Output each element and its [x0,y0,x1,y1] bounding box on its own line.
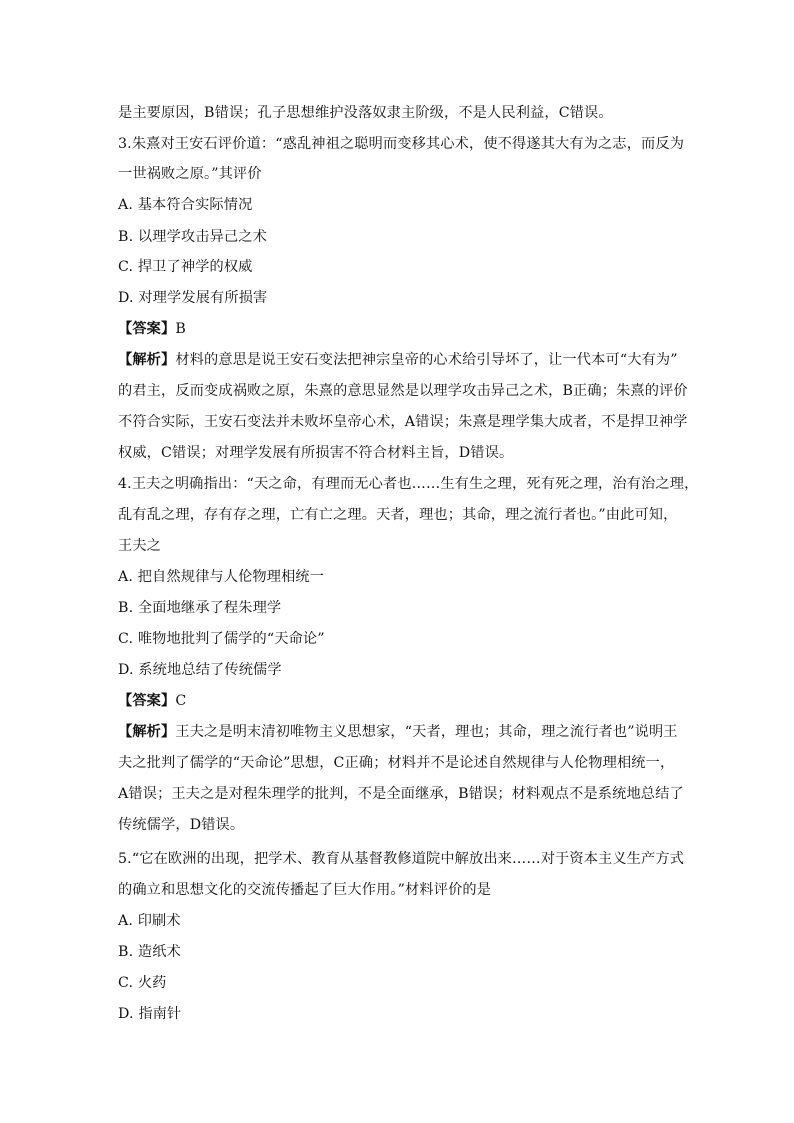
question-5-stem: 5.“它在欧洲的出现，把学术、教育从基督教修道院中解放出来……对于资本主义生产方式 [118,851,685,867]
question-5-stem-cont: 的确立和思想文化的交流传播起了巨大作用。”材料评价的是 [118,882,492,898]
text-line: 是主要原因，B错误；孔子思想维护没落奴隶主阶级，不是人民利益，C错误。 [118,105,613,121]
question-4-stem: 4.王夫之明确指出：“天之命，有理而无心者也……生有生之理，死有死之理，治有治之理， [118,476,699,492]
text-line: 夫之批判了儒学的“天命论”思想，C正确；材料并不是论述自然规律与人伦物理相统一， [118,755,675,771]
option-a: A. 基本符合实际情况 [118,197,253,213]
answer-line [118,320,186,338]
text-line: 不符合实际，王安石变法并未败坏皇帝心术，A错误；朱熹是理学集大成者，不是捍卫神学 [118,414,688,430]
option-b: B. 全面地继承了程朱理学 [118,600,282,616]
analysis-label: 【解析】 [118,724,176,740]
option-c: C. 火药 [118,975,167,991]
option-d: D. 对理学发展有所损害 [118,290,268,306]
analysis-line: 【解析】材料的意思是说王安石变法把神宗皇帝的心术给引导坏了，让一代本可“大有为” [118,352,678,368]
analysis-label: 【解析】 [118,352,176,368]
analysis-line: 【解析】王夫之是明末清初唯物主义思想家，“天者，理也；其命，理之流行者也”说明王 [118,724,678,740]
option-d: D. 指南针 [118,1006,182,1022]
question-3-stem-cont: 一世祸败之原。”其评价 [118,166,262,182]
answer-value: B [175,321,186,337]
text-line: 的君主，反而变成祸败之原，朱熹的意思显然是以理学攻击异己之术，B正确；朱熹的评价 [118,383,688,399]
answer-line [118,692,186,710]
answer-label: 【答案】 [118,321,176,337]
option-a: A. 把自然规律与人伦物理相统一 [118,569,325,585]
question-4-stem-cont: 王夫之 [118,538,162,554]
option-c: C. 唯物地批判了儒学的“天命论” [118,631,325,647]
question-4-stem-cont: 乱有乱之理，存有存之理，亡有亡之理。天者，理也；其命，理之流行者也。”由此可知， [118,507,678,523]
option-d: D. 系统地总结了传统儒学 [118,662,282,678]
question-3-stem: 3.朱熹对王安石评价道：“惑乱神祖之聪明而变移其心术，使不得遂其大有为之志，而反为 [118,136,685,152]
text-line: A错误；王夫之是对程朱理学的批判，不是全面继承，B错误；材料观点不是系统地总结了 [118,786,684,802]
text-line: 传统儒学，D错误。 [118,817,245,833]
option-a: A. 印刷术 [118,913,181,929]
answer-value: C [175,693,187,709]
text-line: 权威，C错误；对理学发展有所损害不符合材料主旨，D错误。 [118,445,514,461]
answer-label: 【答案】 [118,693,176,709]
option-c: C. 捍卫了神学的权威 [118,259,253,275]
option-b: B. 以理学攻击异己之术 [118,229,267,245]
option-b: B. 造纸术 [118,944,181,960]
